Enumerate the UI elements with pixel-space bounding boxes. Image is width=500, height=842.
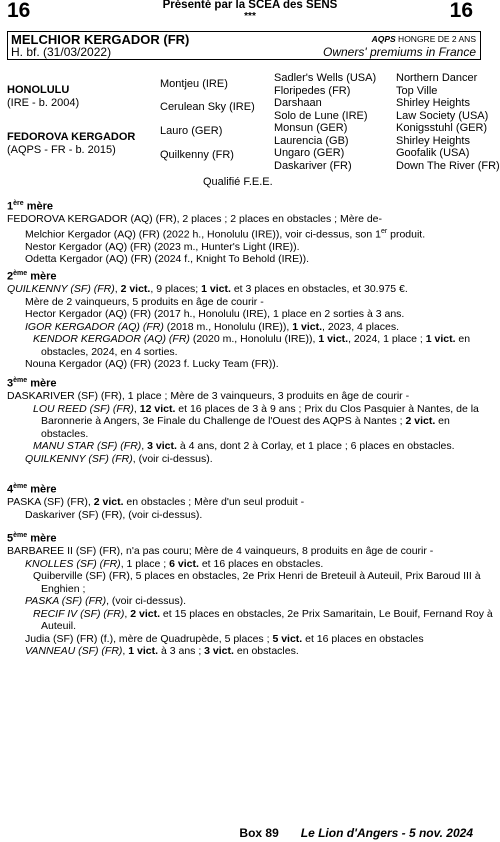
gen4-4: Law Society (USA) xyxy=(396,109,489,122)
gen4-3: Shirley Heights xyxy=(396,97,470,109)
title-sup: ère xyxy=(13,200,24,207)
produce-line xyxy=(7,595,493,608)
txt: , 2023, 4 places. xyxy=(322,320,400,333)
summary-line: Mère de 2 vainqueurs, 5 produits en âge de courir - xyxy=(25,295,264,308)
gen4-2: Top Ville xyxy=(396,84,438,97)
txt: (2020 m., Honolulu (IRE)), xyxy=(189,333,319,346)
dam-line: BARBAREE II (SF) (FR), n'a pas couru; Mère de 4 vainqueurs, 8 produits en âge de courir - xyxy=(7,545,434,558)
produce-text: Melchior Kergador (AQ) (FR) (2022 h., Honolulu (IRE)), voir ci-dessus, son 1 xyxy=(25,228,381,241)
section-second-dam xyxy=(7,268,493,371)
txt: et 3 places en obstacles, et 30.975 €. xyxy=(230,283,408,296)
produce-name: MANU STAR (SF) (FR) xyxy=(33,440,142,453)
presenter-text: Présenté par la SCEA des SENS xyxy=(162,0,338,11)
dam-line: FEDOROVA KERGADOR (AQ) (FR), 2 places ; 2 places en obstacles ; Mère de- xyxy=(7,213,383,226)
wins: 5 vict. xyxy=(272,632,303,645)
wins: 1 vict. xyxy=(201,283,231,296)
wins: 2 vict. xyxy=(93,496,124,509)
txt: , (voir ci-dessus). xyxy=(132,452,213,465)
gen2-3: Lauro (GER) xyxy=(160,125,223,137)
produce-line: Daskariver (SF) (FR), (voir ci-dessus). xyxy=(25,508,203,521)
gen3-7: Ungaro (GER) xyxy=(274,147,345,159)
section-fifth-dam xyxy=(7,530,493,658)
sire-name: HONOLULU xyxy=(7,84,70,96)
gen3-2: Floripedes (FR) xyxy=(274,84,351,97)
txt: à 3 ans ; xyxy=(158,645,205,658)
produce-sup: er xyxy=(380,227,388,235)
txt: , 9 places; xyxy=(150,283,202,296)
wins: 1 vict. xyxy=(128,645,159,658)
gen3-3: Darshaan xyxy=(274,97,322,109)
txt: et 16 places en obstacles. xyxy=(198,557,324,570)
gen4-5: Konigsstuhl (GER) xyxy=(396,122,488,134)
section-first-dam xyxy=(7,198,493,266)
txt: , xyxy=(133,402,140,415)
produce-end: produit. xyxy=(387,228,426,241)
horse-class xyxy=(372,34,476,44)
gen2-2: Cerulean Sky (IRE) xyxy=(160,101,255,113)
title-sup: ème xyxy=(13,270,28,277)
title-word: mère xyxy=(23,200,53,213)
gen4-8: Down The River (FR) xyxy=(396,159,500,172)
produce-name: QUILKENNY (SF) (FR) xyxy=(25,452,133,465)
wins: 1 vict. xyxy=(318,333,349,346)
gen3-6: Laurencia (GB) xyxy=(274,134,349,147)
presenter-stars: *** xyxy=(244,11,256,22)
title-num: 1 xyxy=(7,200,14,213)
txt: à 4 ans, dont 2 à Corlay, et 1 place ; 6 places en obstacles. xyxy=(176,440,455,453)
wins: 3 vict. xyxy=(147,440,177,453)
pedigree-dam xyxy=(7,131,135,156)
horse-title-box xyxy=(7,31,481,60)
produce-name: VANNEAU (SF) (FR) xyxy=(25,645,123,658)
produce-name: KENDOR KERGADOR (AQ) (FR) xyxy=(33,333,190,346)
txt: et 15 places en obstacles, 2e Prix Samaritain, Le Bouif, Fernand Roy à Auteuil. xyxy=(41,607,493,633)
produce-line xyxy=(7,453,493,466)
section-title xyxy=(7,530,493,545)
gen3-4: Solo de Lune (IRE) xyxy=(274,109,368,122)
title-word: mère xyxy=(27,483,57,496)
txt: PASKA (SF) (FR), xyxy=(7,496,94,509)
produce-line xyxy=(7,226,493,241)
produce-line: Nouna Kergador (AQ) (FR) (2023 f. Lucky Team (FR)). xyxy=(25,358,279,371)
txt: Judia (SF) (FR) (f.), mère de Quadrupède, 5 places ; xyxy=(25,632,273,645)
title-word: mère xyxy=(27,377,57,390)
gen4-6: Shirley Heights xyxy=(396,134,470,147)
dam-name: QUILKENNY (SF) (FR) xyxy=(7,283,115,296)
section-title xyxy=(7,481,493,496)
wins: 1 vict. xyxy=(425,333,456,346)
pedigree-sire xyxy=(7,84,79,109)
txt: , 2024, 1 place ; xyxy=(348,333,426,346)
produce-name: RECIF IV (SF) (FR) xyxy=(33,607,125,620)
wins: 6 vict. xyxy=(169,557,199,570)
produce-name: KNOLLES (SF) (FR) xyxy=(25,557,121,570)
page-footer xyxy=(239,826,473,840)
txt: , xyxy=(141,440,148,453)
wins: 3 vict. xyxy=(204,645,234,658)
dam-name: FEDOROVA KERGADOR xyxy=(7,131,136,143)
gen4-column xyxy=(396,72,500,172)
produce-name: LOU REED (SF) (FR) xyxy=(33,402,134,415)
class-prefix: AQPS xyxy=(371,34,396,44)
title-num: 5 xyxy=(7,532,14,545)
produce-name: PASKA (SF) (FR) xyxy=(25,595,107,608)
gen3-column xyxy=(274,72,376,172)
txt: (2018 m., Honolulu (IRE)), xyxy=(163,320,293,333)
produce-line xyxy=(7,633,493,646)
produce-name: IGOR KERGADOR (AQ) (FR) xyxy=(25,320,164,333)
txt: et 16 places en obstacles xyxy=(302,632,424,645)
produce-line: Hector Kergador (AQ) (FR) (2017 h., Honolulu (IRE), 1 place en 2 sorties à 3 ans. xyxy=(25,308,405,321)
presenter-header xyxy=(0,0,500,22)
wins: 12 vict. xyxy=(139,402,176,415)
title-sup: ème xyxy=(13,532,28,539)
title-sup: ème xyxy=(13,483,28,490)
box-number: Box 89 xyxy=(239,826,279,840)
produce-line xyxy=(7,321,493,334)
produce-line xyxy=(15,333,493,358)
txt: , (voir ci-dessus). xyxy=(106,595,187,608)
txt: en obstacles, 2024, en 4 sorties. xyxy=(41,333,471,358)
gen3-5: Monsun (GER) xyxy=(274,122,348,134)
wins: 2 vict. xyxy=(120,283,151,296)
dam-info: (AQPS - FR - b. 2015) xyxy=(7,143,116,156)
section-third-dam xyxy=(7,375,493,465)
wins: 2 vict. xyxy=(130,607,161,620)
produce-line xyxy=(7,558,493,571)
txt: , xyxy=(114,283,121,296)
class-rest: HONGRE DE 2 ANS xyxy=(395,34,476,44)
title-sup: ème xyxy=(13,377,28,384)
txt: en obstacles. xyxy=(41,415,450,440)
wins: 1 vict. xyxy=(292,320,323,333)
gen3-1: Sadler's Wells (USA) xyxy=(274,72,377,84)
lot-number-right: 16 xyxy=(449,0,473,22)
produce-line xyxy=(15,608,493,633)
section-title xyxy=(7,198,493,213)
lot-number-left: 16 xyxy=(7,0,31,22)
produce-line: Odetta Kergador (AQ) (FR) (2024 f., Knight To Behold (IRE)). xyxy=(25,253,310,266)
section-title xyxy=(7,268,493,283)
txt: , xyxy=(122,645,129,658)
produce-line: Nestor Kergador (AQ) (FR) (2023 m., Hunter's Light (IRE)). xyxy=(25,240,300,253)
gen2-1: Montjeu (IRE) xyxy=(160,78,228,90)
produce-line xyxy=(15,440,493,453)
section-fourth-dam xyxy=(7,481,493,521)
qualified-fee: Qualifié F.E.E. xyxy=(203,176,273,188)
gen4-1: Northern Dancer xyxy=(396,72,478,84)
produce-line: Quiberville (SF) (FR), 5 places en obstacles, 2e Prix Henri de Breteuil à Auteuil, Prix Baroud III à Enghien ; xyxy=(33,570,481,595)
horse-name: MELCHIOR KERGADOR (FR) xyxy=(11,32,190,47)
section-title xyxy=(7,375,493,390)
gen2-4: Quilkenny (FR) xyxy=(160,149,234,161)
txt: en obstacles. xyxy=(233,645,299,658)
title-word: mère xyxy=(27,532,57,545)
txt: , xyxy=(124,607,131,620)
produce-line xyxy=(7,645,493,658)
horse-sex-birthdate: H. bf. (31/03/2022) xyxy=(11,45,112,59)
gen4-7: Goofalik (USA) xyxy=(396,147,470,159)
sire-info: (IRE - b. 2004) xyxy=(7,96,80,109)
gen3-8: Daskariver (FR) xyxy=(274,159,352,172)
txt: en obstacles ; Mère d'un seul produit - xyxy=(123,496,305,509)
wins: 2 vict. xyxy=(405,415,436,428)
dam-line: DASKARIVER (SF) (FR), 1 place ; Mère de 3 vainqueurs, 3 produits en âge de courir - xyxy=(7,390,410,403)
dam-line xyxy=(7,283,493,296)
title-num: 2 xyxy=(7,270,14,283)
title-num: 3 xyxy=(7,377,14,390)
txt: et 16 places de 3 à 9 ans ; Prix du Clos Pasquier à Nantes, de la Baronnerie à Angers, 3e Finale du Challenge de l'Ouest des AQPS à Nantes ; xyxy=(41,402,479,428)
title-num: 4 xyxy=(7,483,14,496)
dam-line xyxy=(7,496,493,509)
title-word: mère xyxy=(27,270,57,283)
txt: , 1 place ; xyxy=(120,557,170,570)
produce-line xyxy=(15,403,493,441)
owners-premium: Owners' premiums in France xyxy=(323,45,476,59)
event-info: Le Lion d'Angers - 5 nov. 2024 xyxy=(300,826,473,840)
